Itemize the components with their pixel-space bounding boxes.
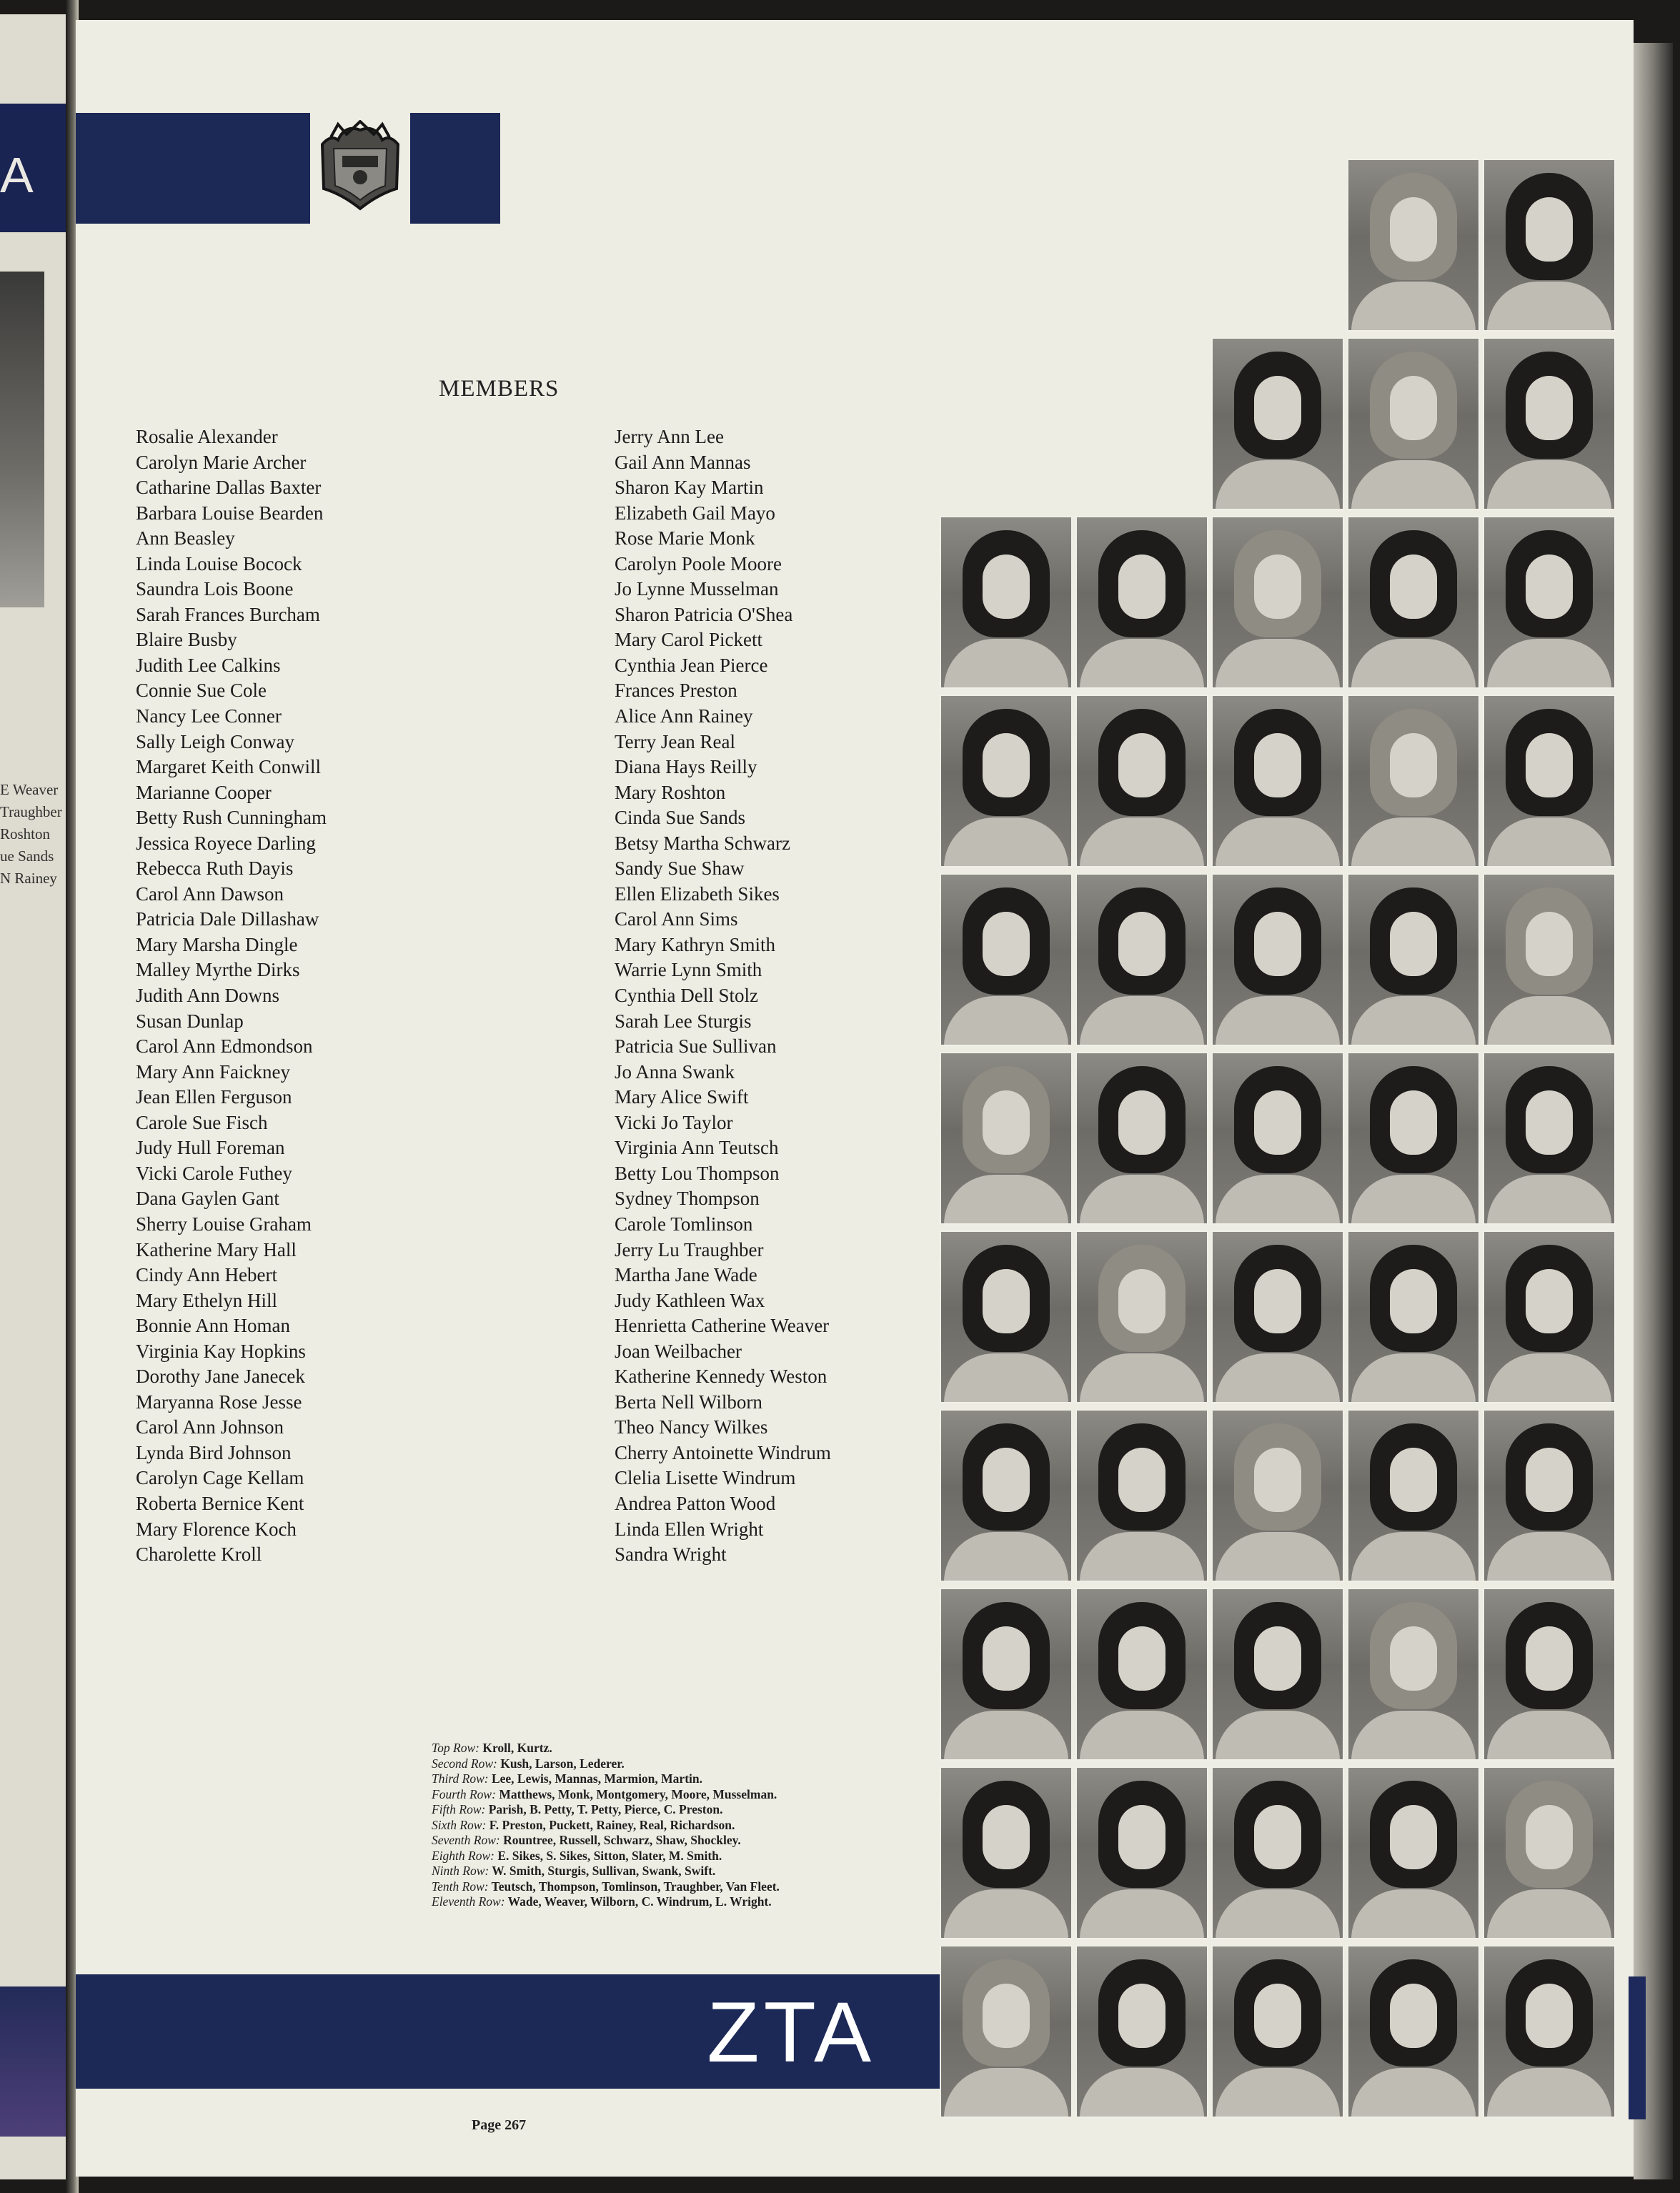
portrait-face [1118,1448,1165,1512]
member-name: Mary Ann Faickney [136,1060,290,1083]
member-name: Cindy Ann Hebert [136,1264,277,1286]
facing-page-names [0,779,62,890]
portrait-face [1118,733,1165,797]
portrait-face [1390,555,1437,619]
portrait-face [1254,1805,1301,1869]
portrait-face [1118,1269,1165,1333]
portrait-body [944,1532,1068,1581]
caption-row [432,1787,780,1803]
portrait-face [1254,1448,1301,1512]
member-portrait [1484,875,1614,1045]
portrait-face [1254,376,1301,440]
member-portrait [941,1768,1071,1938]
facing-page-name: Roshton [0,825,51,842]
caption-row-names: Lee, Lewis, Mannas, Marmion, Martin. [488,1771,702,1786]
portrait-body [1351,1353,1476,1402]
member-portrait [1077,1232,1207,1402]
facing-page-name: ue Sands [0,847,54,865]
member-name: Joan Weilbacher [615,1340,742,1362]
portrait-face [1254,1984,1301,2048]
caption-row-names: Parish, B. Petty, T. Petty, Pierce, C. Preston. [485,1802,723,1816]
member-portrait [1348,875,1478,1045]
portrait-body [1080,817,1204,866]
member-portrait [941,517,1071,687]
portrait-face [983,1448,1030,1512]
caption-row-label: Third Row: [432,1771,489,1786]
member-name: Betty Rush Cunningham [136,807,327,829]
member-name: Jerry Ann Lee [615,426,724,447]
portrait-body [1487,1532,1611,1581]
member-portrait [941,1589,1071,1759]
member-portrait [1213,696,1343,866]
portrait-face [1390,1090,1437,1155]
photo-caption [432,1741,780,1910]
portrait-body [1351,282,1476,330]
portrait-body [1487,817,1611,866]
member-portrait [1484,1768,1614,1938]
member-portrait [941,1946,1071,2117]
portrait-body [1487,1711,1611,1759]
member-name: Sandy Sue Shaw [615,857,745,880]
member-name: Barbara Louise Bearden [136,502,324,524]
portrait-body [1216,996,1340,1045]
portrait-face [1390,1984,1437,2048]
member-name: Ellen Elizabeth Sikes [615,882,780,905]
portrait-face [1118,1626,1165,1691]
portrait-face [1526,1269,1573,1333]
caption-row [432,1756,780,1772]
member-portrait [1077,1946,1207,2117]
member-list-right [615,424,831,1568]
member-name: Mary Florence Koch [136,1518,297,1540]
member-name: Judy Kathleen Wax [615,1289,765,1311]
portrait-body [1351,1532,1476,1581]
portrait-body [1487,639,1611,687]
member-portrait [1077,517,1207,687]
member-portrait [941,1232,1071,1402]
portrait-body [1487,2068,1611,2117]
member-name: Jessica Royece Darling [136,832,316,854]
member-portrait [1348,1589,1478,1759]
portrait-face [983,1090,1030,1155]
member-name: Rosalie Alexander [136,426,278,447]
header-banner-left [76,113,310,224]
member-name: Berta Nell Wilborn [615,1391,762,1413]
member-portrait [1484,339,1614,509]
portrait-body [1487,996,1611,1045]
portrait-body [1216,460,1340,509]
sorority-crest-icon [317,120,404,213]
caption-row-label: Sixth Row: [432,1817,487,1832]
caption-row-label: Second Row: [432,1756,497,1771]
member-portrait [1213,1053,1343,1223]
member-name: Diana Hays Reilly [615,756,757,778]
caption-row-names: Kroll, Kurtz. [479,1741,552,1755]
member-name: Martha Jane Wade [615,1264,757,1286]
member-portrait [1348,1053,1478,1223]
member-name: Judith Ann Downs [136,985,280,1007]
member-portrait [1348,517,1478,687]
member-name: Sarah Lee Sturgis [615,1010,752,1032]
caption-row [432,1833,780,1849]
member-name: Rebecca Ruth Dayis [136,857,294,880]
member-name: Patricia Sue Sullivan [615,1035,777,1058]
caption-row-names: Teutsch, Thompson, Tomlinson, Traughber, Van Fleet. [488,1879,780,1894]
member-list-left [136,424,327,1568]
caption-row-names: Kush, Larson, Lederer. [497,1756,625,1771]
portrait-body [1487,460,1611,509]
member-portrait [1484,1232,1614,1402]
portrait-face [1526,555,1573,619]
caption-row-label: Ninth Row: [432,1864,489,1878]
portrait-body [1216,2068,1340,2117]
member-portrait [1213,1946,1343,2117]
caption-row-label: Top Row: [432,1741,479,1755]
member-portrait [1348,1411,1478,1581]
header-banner-right [410,113,500,224]
member-name: Theo Nancy Wilkes [615,1416,768,1438]
portrait-face [1526,912,1573,976]
portrait-face [1390,1805,1437,1869]
portrait-face [1526,1805,1573,1869]
member-name: Cinda Sue Sands [615,807,746,829]
footer-banner [76,1974,950,2089]
caption-row [432,1741,780,1756]
member-name: Alice Ann Rainey [615,705,753,727]
portrait-body [944,1353,1068,1402]
member-name: Sharon Patricia O'Shea [615,603,793,625]
member-name: Bonnie Ann Homan [136,1315,290,1337]
member-name: Cherry Antoinette Windrum [615,1441,831,1463]
caption-row [432,1864,780,1879]
member-name: Vicki Jo Taylor [615,1111,733,1133]
member-portrait [1484,517,1614,687]
portrait-body [1351,1175,1476,1223]
members-heading: MEMBERS [439,376,560,402]
caption-row [432,1818,780,1834]
portrait-body [1351,1889,1476,1938]
portrait-face [1390,1626,1437,1691]
member-portrait [1213,517,1343,687]
member-portrait [1484,696,1614,866]
portrait-body [944,1889,1068,1938]
member-name: Carolyn Marie Archer [136,451,307,473]
page-edge-shadow [1634,43,1673,2179]
caption-row [432,1879,780,1895]
member-portrait [1213,1232,1343,1402]
caption-row-names: Wade, Weaver, Wilborn, C. Windrum, L. Wright. [505,1894,772,1909]
portrait-face [1118,1805,1165,1869]
member-name: Judy Hull Foreman [136,1137,285,1159]
facing-page-name: E Weaver [0,781,59,798]
member-name: Clelia Lisette Windrum [615,1467,796,1489]
member-name: Mary Roshton [615,781,726,803]
member-portrait [1348,1946,1478,2117]
member-name: Margaret Keith Conwill [136,756,321,778]
member-name: Sandra Wright [615,1543,727,1566]
portrait-face [1390,912,1437,976]
member-name: Virginia Kay Hopkins [136,1340,306,1362]
member-name: Sally Leigh Conway [136,730,294,752]
member-name: Jo Anna Swank [615,1060,735,1083]
member-portrait [1077,1589,1207,1759]
member-name: Sydney Thompson [615,1188,760,1210]
portrait-face [1526,733,1573,797]
portrait-body [1080,1889,1204,1938]
member-name: Carolyn Cage Kellam [136,1467,304,1489]
portrait-face [983,1984,1030,2048]
member-portrait [1213,875,1343,1045]
member-name: Cynthia Dell Stolz [615,985,758,1007]
portrait-face [1390,197,1437,262]
member-name: Susan Dunlap [136,1010,244,1032]
member-name: Linda Louise Bocock [136,552,302,575]
member-name: Blaire Busby [136,629,237,651]
portrait-body [944,639,1068,687]
portrait-face [983,1269,1030,1333]
member-portrait [1213,1589,1343,1759]
portrait-body [944,2068,1068,2117]
member-portrait [1484,160,1614,330]
member-name: Vicki Carole Futhey [136,1162,292,1184]
portrait-face [1254,912,1301,976]
member-portrait [1484,1946,1614,2117]
portrait-face [1526,376,1573,440]
caption-row-names: F. Preston, Puckett, Rainey, Real, Richardson. [486,1817,735,1832]
caption-row-label: Tenth Row: [432,1879,489,1894]
member-name: Rose Marie Monk [615,527,755,550]
member-name: Nancy Lee Conner [136,705,282,727]
portrait-face [1390,1448,1437,1512]
member-name: Jo Lynne Musselman [615,578,779,600]
member-name: Charolette Kroll [136,1543,262,1566]
portrait-body [1216,1353,1340,1402]
member-name: Dorothy Jane Janecek [136,1366,305,1388]
member-portrait [1213,1768,1343,1938]
facing-page-footer-banner [0,1986,69,2137]
member-name: Henrietta Catherine Weaver [615,1315,830,1337]
page-number: Page 267 [472,2117,527,2133]
caption-row-names: Rountree, Russell, Schwarz, Shaw, Shockley. [499,1833,741,1847]
portrait-body [1351,2068,1476,2117]
caption-row [432,1894,780,1910]
portrait-face [1390,376,1437,440]
yearbook-page [76,20,1634,2177]
member-name: Malley Myrthe Dirks [136,959,300,981]
facing-page-name: N Rainey [0,870,57,887]
member-name: Marianne Cooper [136,781,272,803]
portrait-body [1080,1175,1204,1223]
member-portrait [1213,339,1343,509]
member-portrait [1077,1053,1207,1223]
member-name: Jean Ellen Ferguson [136,1086,292,1108]
portrait-face [1118,555,1165,619]
member-name: Gail Ann Mannas [615,451,751,473]
portrait-body [1080,1711,1204,1759]
member-name: Warrie Lynn Smith [615,959,762,981]
member-name: Connie Sue Cole [136,680,267,702]
facing-page-letter: A [0,147,34,203]
member-name: Carol Ann Edmondson [136,1035,313,1058]
member-name: Mary Carol Pickett [615,629,762,651]
caption-row-names: Matthews, Monk, Montgomery, Moore, Musselman. [495,1786,777,1801]
portrait-body [1351,1711,1476,1759]
member-name: Katherine Mary Hall [136,1238,297,1260]
member-name: Cynthia Jean Pierce [615,654,768,676]
member-name: Mary Alice Swift [615,1086,749,1108]
member-name: Sarah Frances Burcham [136,603,320,625]
portrait-face [983,1805,1030,1869]
member-name: Frances Preston [615,680,737,702]
member-portrait [1077,1411,1207,1581]
member-portrait [941,1411,1071,1581]
member-name: Saundra Lois Boone [136,578,294,600]
portrait-body [1080,996,1204,1045]
member-portrait [1484,1411,1614,1581]
caption-row-label: Fourth Row: [432,1786,496,1801]
member-name: Judith Lee Calkins [136,654,281,676]
portrait-face [1526,197,1573,262]
portrait-face [983,733,1030,797]
portrait-body [1080,1532,1204,1581]
member-portrait [1077,696,1207,866]
portrait-face [1526,1626,1573,1691]
member-portrait [1077,1768,1207,1938]
member-portrait [1484,1589,1614,1759]
member-portrait [1348,160,1478,330]
portrait-body [1216,1889,1340,1938]
member-name: Carol Ann Sims [615,908,738,930]
member-name: Dana Gaylen Gant [136,1188,279,1210]
member-portrait [1077,875,1207,1045]
caption-row-label: Eighth Row: [432,1848,494,1863]
portrait-face [1526,1448,1573,1512]
portrait-face [1118,912,1165,976]
portrait-face [1390,733,1437,797]
portrait-body [1080,639,1204,687]
portrait-body [1216,639,1340,687]
member-name: Mary Marsha Dingle [136,933,298,955]
member-name: Sherry Louise Graham [136,1213,312,1235]
portrait-body [1216,817,1340,866]
member-name: Carolyn Poole Moore [615,552,782,575]
member-name: Patricia Dale Dillashaw [136,908,319,930]
caption-row-names: W. Smith, Sturgis, Sullivan, Swank, Swift. [489,1864,716,1878]
portrait-face [1118,1090,1165,1155]
member-portrait [1348,1768,1478,1938]
caption-row-label: Eleventh Row: [432,1894,505,1909]
caption-row [432,1771,780,1787]
member-name: Roberta Bernice Kent [136,1492,304,1514]
member-name: Carol Ann Dawson [136,882,284,905]
portrait-face [983,1626,1030,1691]
portrait-body [1351,460,1476,509]
member-portrait [941,875,1071,1045]
portrait-face [983,555,1030,619]
member-portrait [1348,696,1478,866]
portrait-body [944,1711,1068,1759]
member-name: Terry Jean Real [615,730,736,752]
portrait-face [1254,555,1301,619]
portrait-face [1526,1984,1573,2048]
portrait-body [944,1175,1068,1223]
portrait-face [983,912,1030,976]
facing-page-edge [0,14,71,2179]
member-name: Catharine Dallas Baxter [136,477,322,499]
portrait-body [1216,1711,1340,1759]
portrait-body [1351,996,1476,1045]
member-name: Linda Ellen Wright [615,1518,764,1540]
portrait-body [1080,2068,1204,2117]
member-portrait [1213,1411,1343,1581]
sorority-name: ZTA [707,1984,875,2080]
portrait-face [1526,1090,1573,1155]
member-name: Jerry Lu Traughber [615,1238,764,1260]
portrait-body [1216,1532,1340,1581]
portrait-body [1216,1175,1340,1223]
portrait-face [1254,1090,1301,1155]
portrait-body [1351,639,1476,687]
portrait-body [944,817,1068,866]
facing-page-name: Traughber [0,803,62,820]
caption-row-label: Fifth Row: [432,1802,486,1816]
portrait-body [1487,1353,1611,1402]
portrait-body [1080,1353,1204,1402]
portrait-body [944,996,1068,1045]
page-edge-tab [1629,1976,1646,2119]
member-name: Lynda Bird Johnson [136,1441,292,1463]
member-name: Katherine Kennedy Weston [615,1366,827,1388]
caption-row [432,1849,780,1864]
portrait-face [1118,1984,1165,2048]
member-name: Mary Kathryn Smith [615,933,775,955]
member-portrait [1484,1053,1614,1223]
portrait-face [1254,1626,1301,1691]
member-name: Sharon Kay Martin [615,477,764,499]
facing-page-photo [0,272,44,607]
member-name: Mary Ethelyn Hill [136,1289,277,1311]
member-name: Andrea Patton Wood [615,1492,776,1514]
portrait-face [1254,733,1301,797]
caption-row-names: E. Sikes, S. Sikes, Sitton, Slater, M. Smith. [494,1848,722,1863]
member-name: Betty Lou Thompson [615,1162,780,1184]
portrait-body [1487,1889,1611,1938]
member-portrait [1348,339,1478,509]
portrait-body [1487,1175,1611,1223]
member-portrait [941,696,1071,866]
portrait-face [1390,1269,1437,1333]
member-name: Virginia Ann Teutsch [615,1137,779,1159]
member-name: Carole Sue Fisch [136,1111,268,1133]
portrait-body [1351,817,1476,866]
caption-row [432,1802,780,1818]
portrait-body [1487,282,1611,330]
member-name: Elizabeth Gail Mayo [615,502,775,524]
portrait-face [1254,1269,1301,1333]
member-name: Ann Beasley [136,527,235,550]
member-portrait [941,1053,1071,1223]
caption-row-label: Seventh Row: [432,1833,500,1847]
member-name: Maryanna Rose Jesse [136,1391,302,1413]
member-name: Carol Ann Johnson [136,1416,284,1438]
member-portrait [1348,1232,1478,1402]
member-name: Betsy Martha Schwarz [615,832,790,854]
member-name: Carole Tomlinson [615,1213,753,1235]
